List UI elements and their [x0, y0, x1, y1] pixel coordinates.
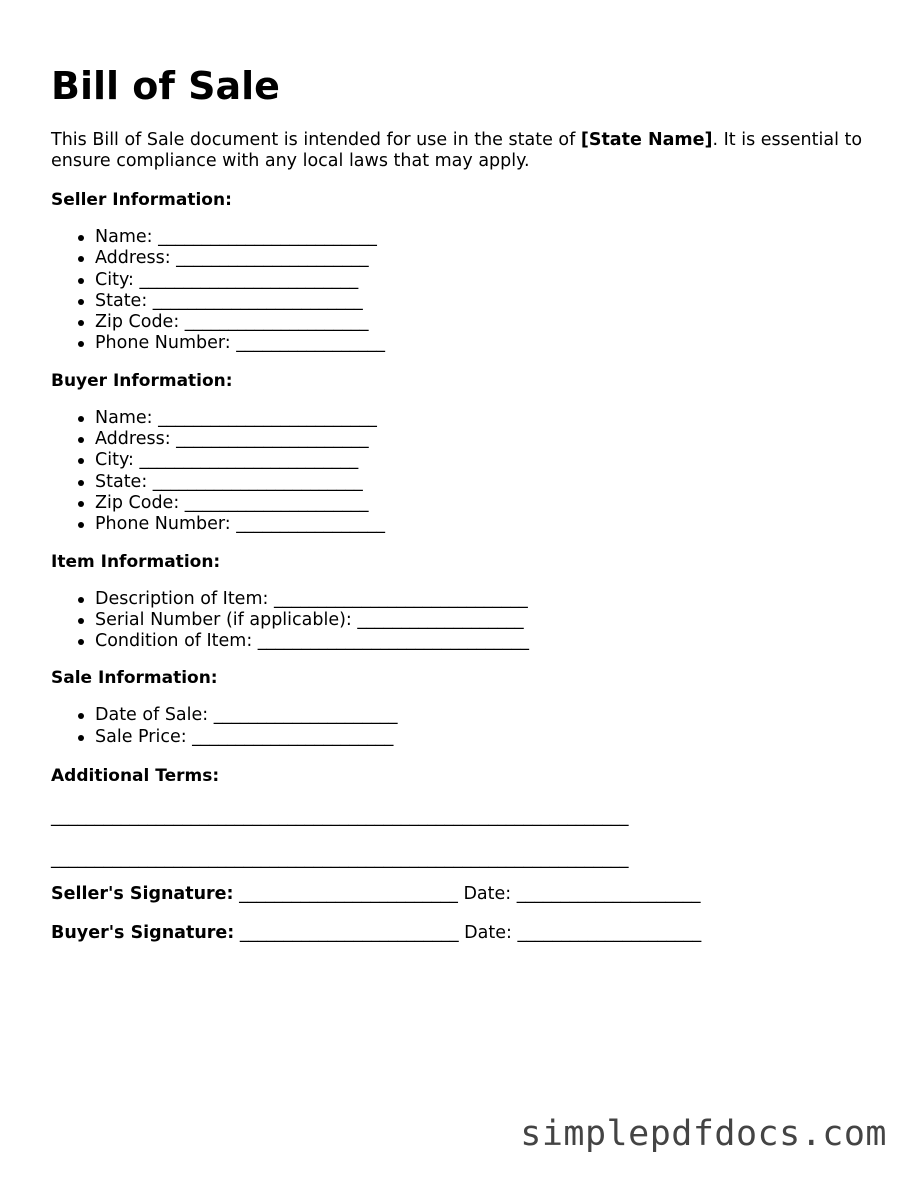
intro-text-after: . It is essential to ensure compliance with any local laws that may apply. [51, 130, 863, 171]
seller-fields-list [51, 227, 871, 355]
buyer-address-field[interactable]: Address: ______________________ [95, 429, 871, 450]
seller-phone-field[interactable]: Phone Number: _________________ [95, 333, 871, 354]
seller-section-heading: Seller Information: [51, 190, 232, 210]
document-page [51, 58, 871, 944]
intro-text-before: This Bill of Sale document is intended for use in the state of [51, 130, 581, 150]
buyer-city-field[interactable]: City: _________________________ [95, 450, 871, 471]
seller-signature-row[interactable] [51, 884, 871, 905]
sale-price-field[interactable]: Sale Price: _______________________ [95, 727, 871, 748]
additional-terms-line-1[interactable]: __________________________________________________________________ [51, 807, 629, 828]
watermark: simplepdfdocs.com [520, 1114, 887, 1154]
buyer-phone-field[interactable]: Phone Number: _________________ [95, 514, 871, 535]
sale-date-field[interactable]: Date of Sale: _____________________ [95, 705, 871, 726]
item-description-field[interactable]: Description of Item: _____________________________ [95, 589, 871, 610]
state-name-placeholder: [State Name] [580, 130, 713, 150]
buyer-signature-label: Buyer's Signature: [51, 923, 235, 944]
seller-address-field[interactable]: Address: ______________________ [95, 248, 871, 269]
buyer-signature-line[interactable]: _________________________ Date: _____________________ [234, 923, 702, 944]
buyer-state-field[interactable]: State: ________________________ [95, 472, 871, 493]
buyer-name-field[interactable]: Name: _________________________ [95, 408, 871, 429]
seller-signature-label: Seller's Signature: [51, 884, 234, 905]
seller-name-field[interactable]: Name: _________________________ [95, 227, 871, 248]
additional-terms-line-2[interactable]: __________________________________________________________________ [51, 849, 629, 870]
item-condition-field[interactable]: Condition of Item: _______________________________ [95, 631, 871, 652]
buyer-zip-field[interactable]: Zip Code: _____________________ [95, 493, 871, 514]
item-fields-list [51, 589, 871, 653]
sale-fields-list [51, 705, 871, 748]
buyer-fields-list [51, 408, 871, 536]
seller-zip-field[interactable]: Zip Code: _____________________ [95, 312, 871, 333]
additional-terms-heading: Additional Terms: [51, 766, 220, 787]
page-title: Bill of Sale [51, 64, 280, 108]
buyer-signature-row[interactable] [51, 923, 871, 944]
intro-paragraph [51, 130, 871, 172]
buyer-section-heading: Buyer Information: [51, 370, 233, 391]
seller-signature-line[interactable]: _________________________ Date: _____________________ [233, 884, 701, 905]
seller-state-field[interactable]: State: ________________________ [95, 291, 871, 312]
item-serial-field[interactable]: Serial Number (if applicable): ___________________ [95, 610, 871, 631]
seller-city-field[interactable]: City: _________________________ [95, 270, 871, 291]
sale-section-heading: Sale Information: [51, 668, 218, 689]
item-section-heading: Item Information: [51, 551, 221, 572]
